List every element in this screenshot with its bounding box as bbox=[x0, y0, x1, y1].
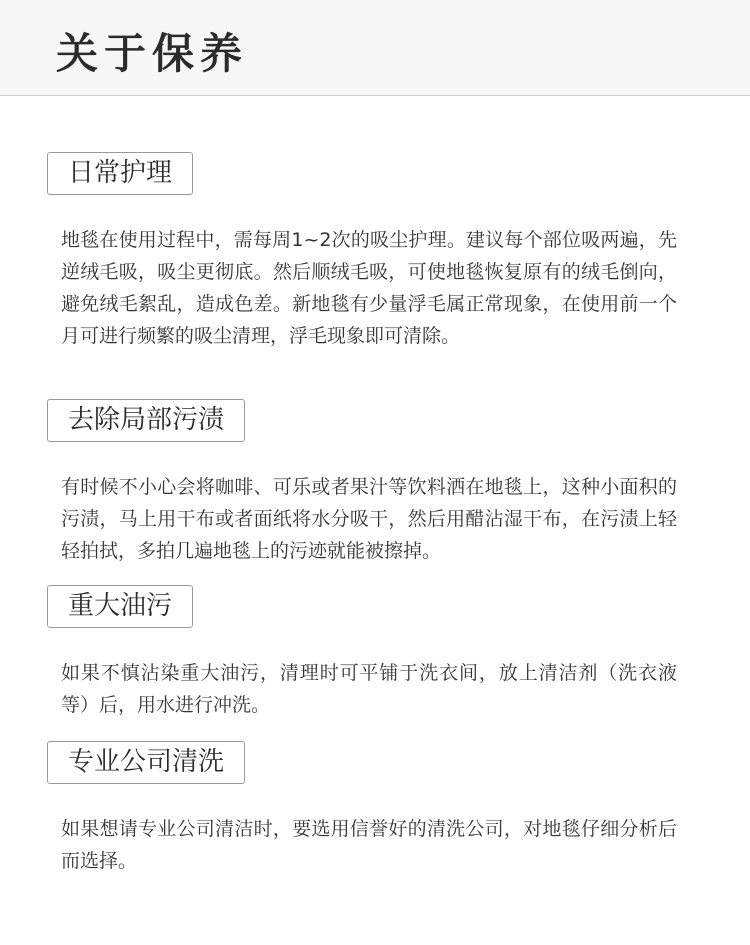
section-heavy-oil bbox=[47, 585, 687, 721]
section-professional-cleaning bbox=[47, 741, 687, 877]
section-heading: 日常护理 bbox=[47, 152, 193, 195]
section-body: 地毯在使用过程中，需每周1~2次的吸尘护理。建议每个部位吸两遍，先逆绒毛吸，吸尘更彻底。然后顺绒毛吸，可使地毯恢复原有的绒毛倒向，避免绒毛絮乱，造成色差。新地毯有少量浮毛属正常现象，在使用前一个月可进行频繁的吸尘清理，浮毛现象即可清除。 bbox=[61, 229, 677, 347]
section-body: 如果不慎沾染重大油污，清理时可平铺于洗衣间，放上清洁剂（洗衣液等）后，用水进行冲洗。 bbox=[61, 662, 677, 716]
section-daily-care bbox=[47, 152, 687, 352]
section-heading: 去除局部污渍 bbox=[47, 399, 245, 442]
page-header bbox=[0, 0, 750, 96]
page-title: 关于保养 bbox=[56, 29, 249, 78]
section-stain-removal bbox=[47, 399, 687, 567]
section-heading: 重大油污 bbox=[47, 585, 193, 628]
section-body: 如果想请专业公司清洁时，要选用信誉好的清洗公司，对地毯仔细分析后而选择。 bbox=[61, 818, 677, 872]
section-heading: 专业公司清洗 bbox=[47, 741, 245, 784]
section-body: 有时候不小心会将咖啡、可乐或者果汁等饮料洒在地毯上，这种小面积的污渍，马上用干布或者面纸将水分吸干，然后用醋沾湿干布，在污渍上轻轻拍拭，多拍几遍地毯上的污迹就能被擦掉。 bbox=[61, 476, 677, 562]
